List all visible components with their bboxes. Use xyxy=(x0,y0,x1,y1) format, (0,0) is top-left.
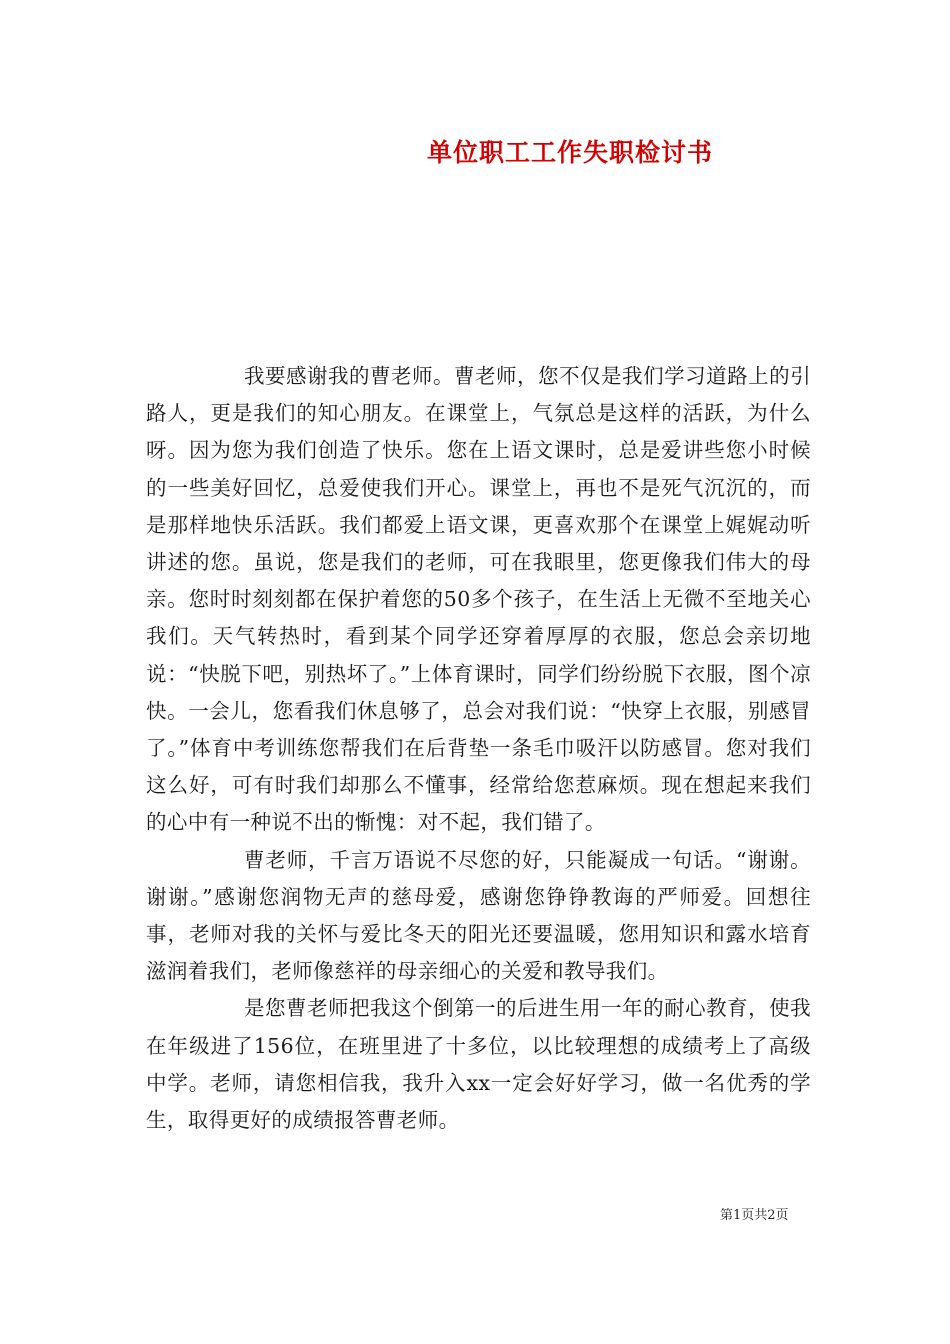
paragraph-3: 是您曹老师把我这个倒第一的后进生用一年的耐心教育，使我在年级进了156位，在班里进了十多位，以比较理想的成绩考上了高级中学。老师，请您相信我，我升入xx一定会好好学习，做一名优秀的学生，取得更好的成绩报答曹老师。 xyxy=(146,996,811,1133)
document-body xyxy=(146,358,811,1139)
paragraph-2: 曹老师，千言万语说不尽您的好，只能凝成一句话。“谢谢。谢谢。”感谢您润物无声的慈母爱，感谢您铮铮教诲的严师爱。回想往事，老师对我的关怀与爱比冬天的阳光还要温暖，您用知识和露水培育滋润着我们，老师像慈祥的母亲细心的关爱和教导我们。 xyxy=(146,847,811,984)
paragraph-1: 我要感谢我的曹老师。曹老师，您不仅是我们学习道路上的引路人，更是我们的知心朋友。在课堂上，气氛总是这样的活跃，为什么呀。因为您为我们创造了快乐。您在上语文课时，总是爱讲些您小时候的一些美好回忆，总爱使我们开心。课堂上，再也不是死气沉沉的，而是那样地快乐活跃。我们都爱上语文课，更喜欢那个在课堂上娓娓动听讲述的您。虽说，您是我们的老师，可在我眼里，您更像我们伟大的母亲。您时时刻刻都在保护着您的50多个孩子，在生活上无微不至地关心我们。天气转热时，看到某个同学还穿着厚厚的衣服，您总会亲切地说：“快脱下吧，别热坏了。”上体育课时，同学们纷纷脱下衣服，图个凉快。一会儿，您看我们休息够了，总会对我们说：“快穿上衣服，别感冒了。”体育中考训练您帮我们在后背垫一条毛巾吸汗以防感冒。您对我们这么好，可有时我们却那么不懂事，经常给您惹麻烦。现在想起来我们的心中有一种说不出的惭愧：对不起，我们错了。 xyxy=(146,364,811,835)
document-title: 单位职工工作失职检讨书 xyxy=(426,138,713,167)
page-footer: 第1页共2页 xyxy=(720,1208,789,1223)
